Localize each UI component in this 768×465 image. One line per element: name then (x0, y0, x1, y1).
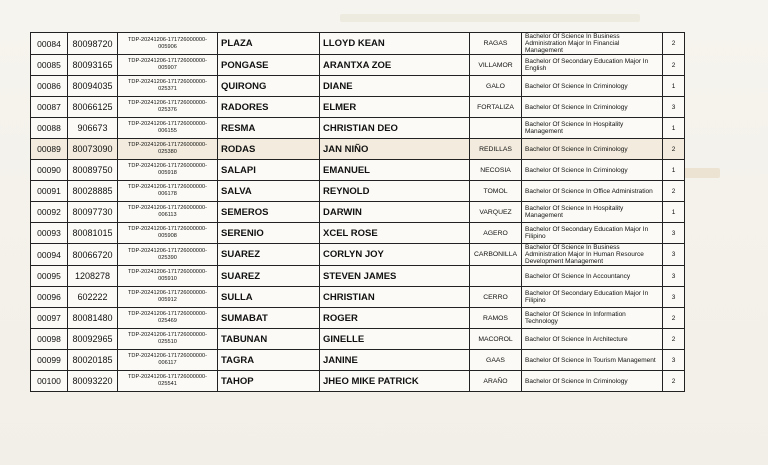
last-name-cell: RODAS (218, 139, 320, 160)
table-row (31, 181, 685, 202)
table-body (31, 33, 685, 392)
year-level-cell: 1 (663, 202, 685, 223)
table-row (31, 33, 685, 55)
student-id-cell: 80098720 (68, 33, 118, 55)
student-id-cell: 80093165 (68, 55, 118, 76)
table-row (31, 76, 685, 97)
award-number-cell: TDP-20241206-171726000000-025390 (118, 244, 218, 266)
middle-name-cell: VARQUEZ (470, 202, 522, 223)
table-row (31, 371, 685, 392)
seq-number-cell: 00085 (31, 55, 68, 76)
year-level-cell: 2 (663, 139, 685, 160)
course-cell: Bachelor Of Science In Office Administration (522, 181, 663, 202)
award-number-cell: TDP-20241206-171726000000-005910 (118, 266, 218, 287)
last-name-cell: SALAPI (218, 160, 320, 181)
first-name-cell: JANINE (320, 350, 470, 371)
middle-name-cell: AGERO (470, 223, 522, 244)
award-number-cell: TDP-20241206-171726000000-025541 (118, 371, 218, 392)
seq-number-cell: 00100 (31, 371, 68, 392)
course-cell: Bachelor Of Science In Hospitality Management (522, 202, 663, 223)
middle-name-cell: RAGAS (470, 33, 522, 55)
award-number-cell: TDP-20241206-171726000000-006113 (118, 202, 218, 223)
year-level-cell: 1 (663, 76, 685, 97)
award-number-cell: TDP-20241206-171726000000-006178 (118, 181, 218, 202)
table-row (31, 139, 685, 160)
table-row (31, 202, 685, 223)
award-number-cell: TDP-20241206-171726000000-006155 (118, 118, 218, 139)
year-level-cell: 3 (663, 266, 685, 287)
course-cell: Bachelor Of Science In Business Administration Major In Human Resource Development Management (522, 244, 663, 266)
last-name-cell: TAGRA (218, 350, 320, 371)
first-name-cell: XCEL ROSE (320, 223, 470, 244)
first-name-cell: JHEO MIKE PATRICK (320, 371, 470, 392)
course-cell: Bachelor Of Science In Criminology (522, 139, 663, 160)
course-cell: Bachelor Of Science In Criminology (522, 160, 663, 181)
year-level-cell: 3 (663, 350, 685, 371)
first-name-cell: DIANE (320, 76, 470, 97)
student-id-cell: 80066125 (68, 97, 118, 118)
seq-number-cell: 00093 (31, 223, 68, 244)
course-cell: Bachelor Of Secondary Education Major In English (522, 55, 663, 76)
year-level-cell: 3 (663, 223, 685, 244)
middle-name-cell: GAAS (470, 350, 522, 371)
seq-number-cell: 00084 (31, 33, 68, 55)
middle-name-cell: VILLAMOR (470, 55, 522, 76)
student-id-cell: 1208278 (68, 266, 118, 287)
course-cell: Bachelor Of Science In Accountancy (522, 266, 663, 287)
table-row (31, 223, 685, 244)
seq-number-cell: 00096 (31, 287, 68, 308)
last-name-cell: SERENIO (218, 223, 320, 244)
student-id-cell: 80020185 (68, 350, 118, 371)
table-row (31, 287, 685, 308)
year-level-cell: 2 (663, 308, 685, 329)
seq-number-cell: 00088 (31, 118, 68, 139)
last-name-cell: TABUNAN (218, 329, 320, 350)
first-name-cell: REYNOLD (320, 181, 470, 202)
award-number-cell: TDP-20241206-171726000000-005908 (118, 223, 218, 244)
seq-number-cell: 00091 (31, 181, 68, 202)
table-row (31, 308, 685, 329)
seq-number-cell: 00098 (31, 329, 68, 350)
first-name-cell: ARANTXA ZOE (320, 55, 470, 76)
last-name-cell: SEMEROS (218, 202, 320, 223)
last-name-cell: RESMA (218, 118, 320, 139)
year-level-cell: 2 (663, 55, 685, 76)
seq-number-cell: 00095 (31, 266, 68, 287)
course-cell: Bachelor Of Science In Criminology (522, 76, 663, 97)
seq-number-cell: 00094 (31, 244, 68, 266)
year-level-cell: 3 (663, 287, 685, 308)
course-cell: Bachelor Of Science In Tourism Management (522, 350, 663, 371)
seq-number-cell: 00087 (31, 97, 68, 118)
course-cell: Bachelor Of Science In Information Technology (522, 308, 663, 329)
year-level-cell: 3 (663, 244, 685, 266)
middle-name-cell: CERRO (470, 287, 522, 308)
last-name-cell: SULLA (218, 287, 320, 308)
award-number-cell: TDP-20241206-171726000000-005918 (118, 160, 218, 181)
year-level-cell: 2 (663, 329, 685, 350)
seq-number-cell: 00090 (31, 160, 68, 181)
student-id-cell: 80089750 (68, 160, 118, 181)
seq-number-cell: 00089 (31, 139, 68, 160)
seq-number-cell: 00086 (31, 76, 68, 97)
course-cell: Bachelor Of Secondary Education Major In Filipino (522, 223, 663, 244)
first-name-cell: EMANUEL (320, 160, 470, 181)
middle-name-cell: MACOROL (470, 329, 522, 350)
first-name-cell: ELMER (320, 97, 470, 118)
table-row (31, 244, 685, 266)
year-level-cell: 1 (663, 160, 685, 181)
grantee-table (30, 32, 685, 392)
student-id-cell: 80028885 (68, 181, 118, 202)
first-name-cell: CHRISTIAN (320, 287, 470, 308)
table-row (31, 97, 685, 118)
course-cell: Bachelor Of Science In Hospitality Management (522, 118, 663, 139)
first-name-cell: CHRISTIAN DEO (320, 118, 470, 139)
last-name-cell: SUAREZ (218, 244, 320, 266)
middle-name-cell: REDILLAS (470, 139, 522, 160)
award-number-cell: TDP-20241206-171726000000-005912 (118, 287, 218, 308)
award-number-cell: TDP-20241206-171726000000-006117 (118, 350, 218, 371)
year-level-cell: 3 (663, 97, 685, 118)
student-id-cell: 80066720 (68, 244, 118, 266)
course-cell: Bachelor Of Science In Criminology (522, 97, 663, 118)
last-name-cell: RADORES (218, 97, 320, 118)
student-id-cell: 80093220 (68, 371, 118, 392)
last-name-cell: SALVA (218, 181, 320, 202)
last-name-cell: PONGASE (218, 55, 320, 76)
last-name-cell: SUMABAT (218, 308, 320, 329)
middle-name-cell: NECOSIA (470, 160, 522, 181)
course-cell: Bachelor Of Science In Business Administration Major In Financial Management (522, 33, 663, 55)
table-row (31, 55, 685, 76)
table-row (31, 329, 685, 350)
award-number-cell: TDP-20241206-171726000000-025380 (118, 139, 218, 160)
year-level-cell: 1 (663, 118, 685, 139)
award-number-cell: TDP-20241206-171726000000-005907 (118, 55, 218, 76)
student-id-cell: 80092965 (68, 329, 118, 350)
middle-name-cell: TOMOL (470, 181, 522, 202)
first-name-cell: ROGER (320, 308, 470, 329)
table-row (31, 266, 685, 287)
table-row (31, 350, 685, 371)
student-id-cell: 602222 (68, 287, 118, 308)
first-name-cell: STEVEN JAMES (320, 266, 470, 287)
award-number-cell: TDP-20241206-171726000000-025376 (118, 97, 218, 118)
table-row (31, 118, 685, 139)
first-name-cell: CORLYN JOY (320, 244, 470, 266)
bleed-through-mark (340, 14, 640, 22)
course-cell: Bachelor Of Science In Architecture (522, 329, 663, 350)
first-name-cell: DARWIN (320, 202, 470, 223)
middle-name-cell: CARBONILLA (470, 244, 522, 266)
course-cell: Bachelor Of Science In Criminology (522, 371, 663, 392)
year-level-cell: 2 (663, 371, 685, 392)
seq-number-cell: 00092 (31, 202, 68, 223)
middle-name-cell (470, 118, 522, 139)
first-name-cell: LLOYD KEAN (320, 33, 470, 55)
middle-name-cell (470, 266, 522, 287)
student-id-cell: 80073090 (68, 139, 118, 160)
student-id-cell: 80081015 (68, 223, 118, 244)
first-name-cell: GINELLE (320, 329, 470, 350)
middle-name-cell: ARAÑO (470, 371, 522, 392)
course-cell: Bachelor Of Secondary Education Major In Filipino (522, 287, 663, 308)
last-name-cell: TAHOP (218, 371, 320, 392)
table-row (31, 160, 685, 181)
award-number-cell: TDP-20241206-171726000000-025510 (118, 329, 218, 350)
year-level-cell: 2 (663, 181, 685, 202)
middle-name-cell: RAMOS (470, 308, 522, 329)
middle-name-cell: FORTALIZA (470, 97, 522, 118)
student-id-cell: 906673 (68, 118, 118, 139)
student-id-cell: 80094035 (68, 76, 118, 97)
award-number-cell: TDP-20241206-171726000000-005906 (118, 33, 218, 55)
student-id-cell: 80081480 (68, 308, 118, 329)
seq-number-cell: 00099 (31, 350, 68, 371)
last-name-cell: QUIRONG (218, 76, 320, 97)
seq-number-cell: 00097 (31, 308, 68, 329)
last-name-cell: SUAREZ (218, 266, 320, 287)
first-name-cell: JAN NIÑO (320, 139, 470, 160)
award-number-cell: TDP-20241206-171726000000-025469 (118, 308, 218, 329)
year-level-cell: 2 (663, 33, 685, 55)
award-number-cell: TDP-20241206-171726000000-025371 (118, 76, 218, 97)
middle-name-cell: GALO (470, 76, 522, 97)
last-name-cell: PLAZA (218, 33, 320, 55)
student-id-cell: 80097730 (68, 202, 118, 223)
